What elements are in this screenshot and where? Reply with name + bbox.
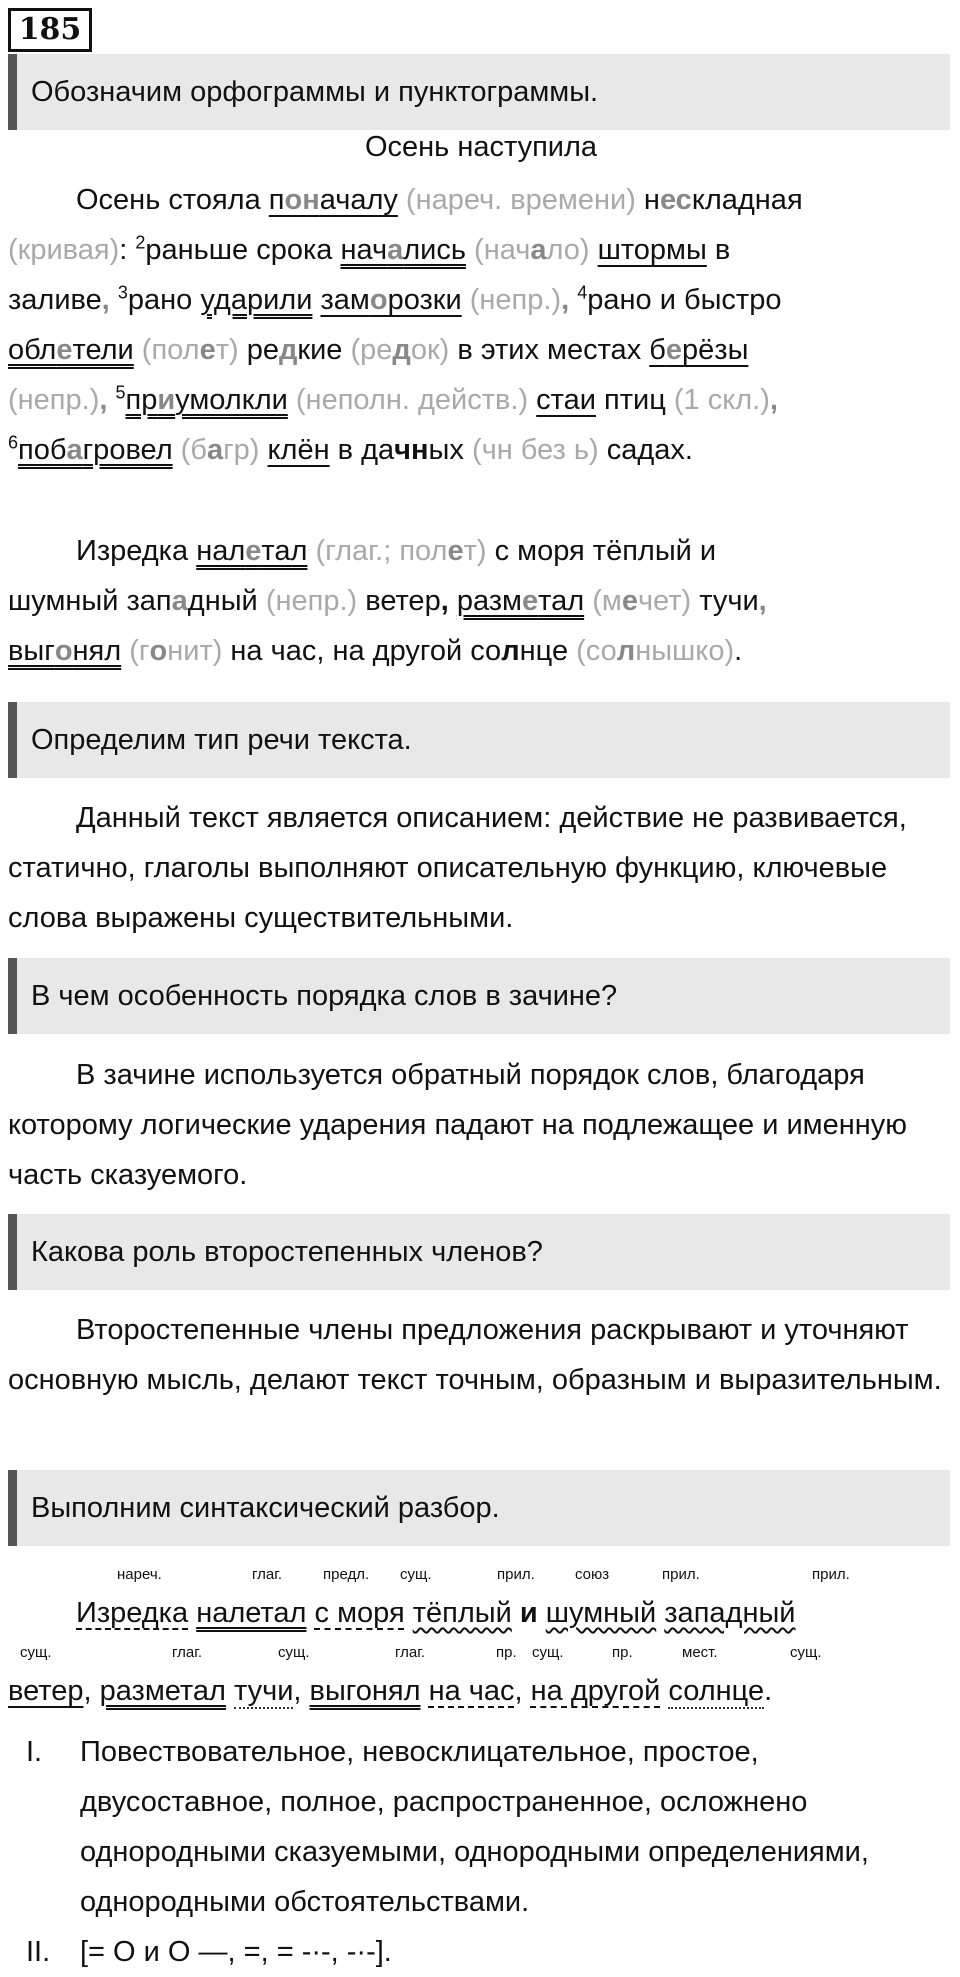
tag: пр. bbox=[496, 1644, 517, 1661]
list-item bbox=[8, 1927, 954, 1977]
tag: сущ. bbox=[278, 1644, 310, 1661]
tag: союз bbox=[575, 1566, 610, 1583]
answer-secondary-members: Второстепенные члены предложения раскрывают и уточняют основную мысль, делают текст точным, образным и выразительным. bbox=[8, 1314, 942, 1396]
tag: нареч. bbox=[117, 1566, 162, 1583]
question-orthograms: Обозначим орфограммы и пунктограммы. bbox=[8, 54, 950, 130]
answer-word-order: В зачине используется обратный порядок слов, благодаря которому логические ударения падают на подлежащее и именную часть сказуемого. bbox=[8, 1059, 907, 1191]
text-title: Осень наступила bbox=[364, 131, 598, 163]
exercise-number: 185 bbox=[8, 8, 92, 52]
tag: глаг. bbox=[172, 1644, 203, 1661]
question-syntax-parse: Выполним синтаксический разбор. bbox=[8, 1470, 950, 1546]
tag: пр. bbox=[612, 1644, 633, 1661]
tag: прил. bbox=[497, 1566, 535, 1583]
question-word-order: В чем особенность порядка слов в зачине? bbox=[8, 958, 950, 1034]
tag: сущ. bbox=[20, 1644, 52, 1661]
list-marker: I. bbox=[26, 1736, 43, 1768]
list-item bbox=[8, 1727, 954, 1927]
tag: сущ. bbox=[790, 1644, 822, 1661]
tag: сущ. bbox=[532, 1644, 564, 1661]
list-text: [= О и О —, =, = -·-, -·-]. bbox=[80, 1936, 392, 1968]
list-text: Повествовательное, невосклицательное, простое, двусоставное, полное, распространенное, осложнено однородными сказуемыми, однородными определениями, однородными обстоятельствами. bbox=[80, 1736, 869, 1918]
tag: глаг. bbox=[395, 1644, 426, 1661]
question-secondary-members: Какова роль второстепенных членов? bbox=[8, 1214, 950, 1290]
tag: мест. bbox=[682, 1644, 718, 1661]
list-marker: II. bbox=[26, 1936, 51, 1968]
parse-line-2: ветер, разметал тучи, выгонял на час, на другой солнце. bbox=[8, 1675, 773, 1707]
parse-line-1: Изредка налетал с моря тёплый и шумный западный bbox=[76, 1597, 796, 1629]
tag: прил. bbox=[662, 1566, 700, 1583]
tag: прил. bbox=[812, 1566, 850, 1583]
answer-speech-type: Данный текст является описанием: действие не развивается, статично, глаголы выполняют описательную функцию, ключевые слова выражены существительными. bbox=[8, 802, 907, 934]
tag: предл. bbox=[323, 1566, 370, 1583]
tag: сущ. bbox=[400, 1566, 432, 1583]
tag: глаг. bbox=[252, 1566, 283, 1583]
question-speech-type: Определим тип речи текста. bbox=[8, 702, 950, 778]
text-paragraph-2: Изредка налетал (глаг.; полет) с моря тёплый и шумный западный (непр.) ветер, разметал (мечет) тучи, выгонял (гонит) на час, на другой солнце (солнышко). bbox=[8, 535, 767, 667]
text-paragraph-1: Осень стояла поначалу (нареч. времени) нескладная (кривая): $^2$раньше срока начались (начало) штормы в заливе, $^3$рано ударили заморозки (непр.), $^4$рано и быстро облетели (полет) редкие (редок) в этих местах берёзы (непр.), $^5$приумолкли (неполн. действ.) стаи птиц (1 скл.), $^6$побагровел (багр) клён в дачных (чн без ь) садах. bbox=[8, 184, 803, 466]
